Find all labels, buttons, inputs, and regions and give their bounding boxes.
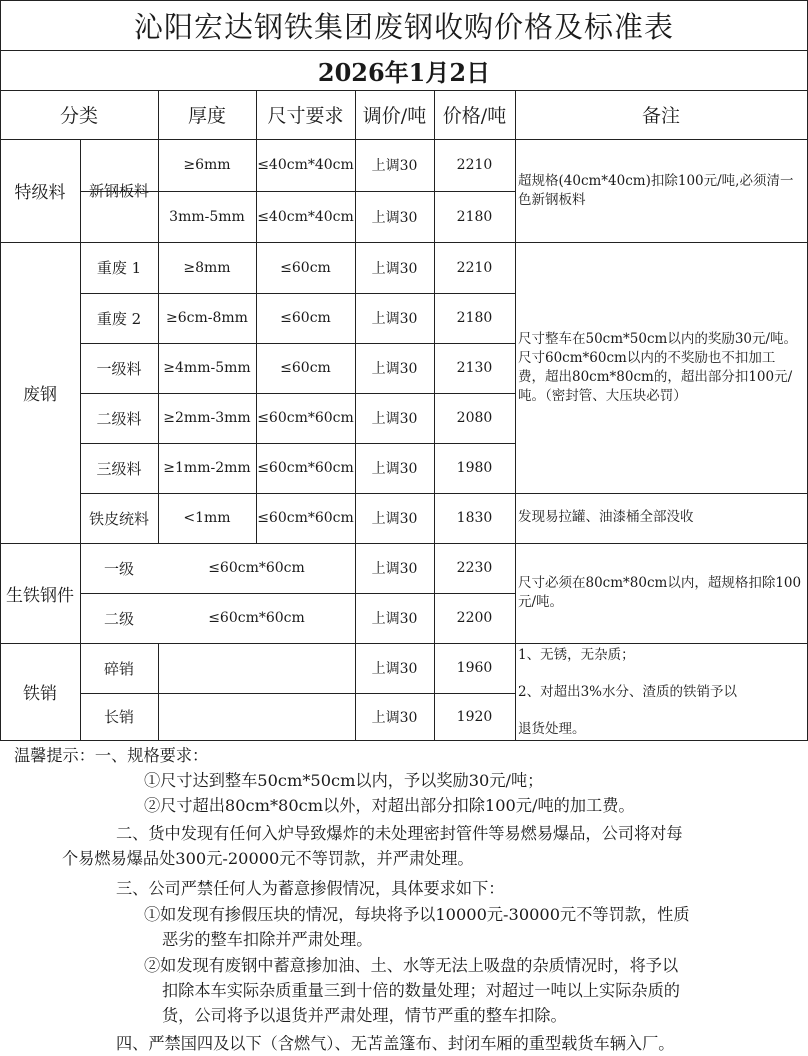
price-cell: 2210	[456, 157, 493, 173]
tips-line: 扣除本车实际杂质重量三到十倍的数量处理；对超过一吨以上实际杂质的	[162, 981, 680, 1000]
item-label: 一级	[103, 559, 134, 578]
remark-iron-pin-2: 2、对超出3%水分、渣质的铁销予以	[518, 684, 738, 700]
thickness-cell: ≥6mm	[183, 157, 231, 173]
price-cell: 2230	[456, 560, 493, 576]
adjust-cell: 上调30	[371, 611, 418, 627]
tips-line: 个易燃易爆品处300元-20000元不等罚款，并严肃处理。	[62, 849, 474, 868]
tips-line: 二、货中发现有任何入炉导致爆炸的未处理密封管件等易燃易爆品，公司将对每	[116, 824, 683, 843]
item-label: 三级料	[96, 459, 142, 478]
header-category: 分类	[59, 105, 98, 127]
item-label: 碎销	[103, 659, 134, 678]
size-cell: ≤60cm	[280, 360, 331, 376]
remark-pig-iron: 尺寸必须在80cm*80cm以内，超规格扣除100元/吨。	[518, 575, 802, 610]
price-cell: 2180	[456, 208, 493, 225]
tips-line: 货，公司将予以退货并严肃处理，情节严重的整车扣除。	[162, 1006, 567, 1025]
tips-section	[0, 741, 808, 1054]
item-label: 新钢板料	[88, 182, 149, 200]
thickness-cell: ≥6cm-8mm	[166, 310, 248, 326]
remark-iron-pin-3: 退货处理。	[518, 721, 586, 737]
size-cell: ≤60cm*60cm	[257, 410, 354, 426]
size-cell: ≤60cm*60cm	[208, 560, 305, 576]
size-cell: ≤60cm*60cm	[208, 610, 305, 626]
table-date: 2026年1月2日	[317, 57, 491, 87]
tips-line: ②尺寸超出80cm*80cm以外，对超出部分扣除100元/吨的加工费。	[144, 796, 635, 815]
thickness-cell: <1mm	[183, 510, 231, 526]
tips-line: ②如发现有废钢中蓄意掺加油、土、水等无法上吸盘的杂质情况时，将予以	[144, 956, 679, 975]
adjust-cell: 上调30	[371, 158, 418, 174]
item-label: 铁皮统料	[88, 509, 149, 528]
adjust-cell: 上调30	[371, 561, 418, 577]
group-label-iron-pin: 铁销	[23, 684, 57, 704]
tips-line: 温馨提示：一、规格要求：	[14, 746, 209, 765]
adjust-cell: 上调30	[371, 709, 418, 726]
size-cell: ≤60cm	[280, 259, 331, 276]
item-label: 二级料	[96, 409, 142, 428]
remark-scrap-tinplate: 发现易拉罐、油漆桶全部没收	[518, 509, 694, 525]
price-cell: 1830	[456, 510, 493, 526]
item-label: 重废 1	[96, 259, 142, 277]
thickness-cell: 3mm-5mm	[169, 208, 245, 225]
adjust-cell: 上调30	[371, 411, 418, 427]
adjust-cell: 上调30	[371, 361, 418, 377]
tips-line: ①如发现有掺假压块的情况，每块将予以10000元-30000元不等罚款，性质	[144, 905, 690, 924]
adjust-cell: 上调30	[371, 260, 418, 277]
header-size: 尺寸要求	[267, 105, 344, 127]
price-cell: 2210	[456, 259, 493, 276]
size-cell: ≤60cm	[280, 310, 331, 326]
adjust-cell: 上调30	[371, 661, 418, 677]
remark-scrap: 尺寸整车在50cm*50cm以内的奖励30元/吨。尺寸60cm*60cm以内的不奖励也不扣加工费，超出80cm*80cm的，超出部分扣100元/吨。（密封管、大压块必罚）	[518, 331, 798, 404]
item-label: 重废 2	[96, 309, 142, 328]
size-cell: ≤40cm*40cm	[257, 208, 354, 225]
price-cell: 1980	[456, 460, 493, 476]
item-label: 一级料	[96, 359, 142, 378]
tips-line: ①尺寸达到整车50cm*50cm以内，予以奖励30元/吨；	[144, 771, 544, 790]
thickness-cell: ≥4mm-5mm	[163, 360, 251, 376]
adjust-cell: 上调30	[371, 461, 418, 477]
tips-line: 三、公司严禁任何人为蓄意掺假情况，具体要求如下：	[116, 879, 505, 898]
header-adjust: 调价/吨	[362, 105, 427, 127]
thickness-cell: ≥2mm-3mm	[163, 410, 251, 426]
adjust-cell: 上调30	[371, 209, 418, 226]
header-price: 价格/吨	[442, 105, 507, 127]
item-label: 长销	[103, 708, 134, 726]
price-cell: 2200	[456, 610, 493, 626]
group-label-pig-iron: 生铁钢件	[6, 585, 74, 606]
price-cell: 2180	[456, 310, 493, 326]
group-label-special: 特级料	[14, 183, 66, 203]
adjust-cell: 上调30	[371, 311, 418, 327]
remark-iron-pin-1: 1、无锈，无杂质；	[518, 647, 635, 663]
header-remark: 备注	[641, 105, 680, 127]
price-cell: 1960	[456, 660, 493, 676]
group-label-scrap: 废钢	[23, 385, 57, 405]
size-cell: ≤40cm*40cm	[257, 157, 354, 173]
size-cell: ≤60cm*60cm	[257, 460, 354, 476]
adjust-cell: 上调30	[371, 511, 418, 527]
page-title: 沁阳宏达钢铁集团废钢收购价格及标准表	[133, 9, 674, 44]
header-thickness: 厚度	[187, 105, 226, 127]
price-cell: 1920	[456, 708, 493, 725]
price-cell: 2080	[456, 410, 493, 426]
price-cell: 2130	[456, 360, 493, 376]
remark-special: 超规格(40cm*40cm)扣除100元/吨,必须清一色新钢板料	[518, 173, 794, 208]
tips-line: 恶劣的整车扣除并严肃处理。	[162, 930, 373, 949]
item-label: 二级	[103, 609, 134, 628]
thickness-cell: ≥1mm-2mm	[163, 460, 251, 476]
size-cell: ≤60cm*60cm	[257, 510, 354, 526]
tips-line: 四、严禁国四及以下（含燃气）、无苫盖篷布、封闭车厢的重型载货车辆入厂。	[116, 1034, 675, 1053]
thickness-cell: ≥8mm	[183, 259, 231, 276]
